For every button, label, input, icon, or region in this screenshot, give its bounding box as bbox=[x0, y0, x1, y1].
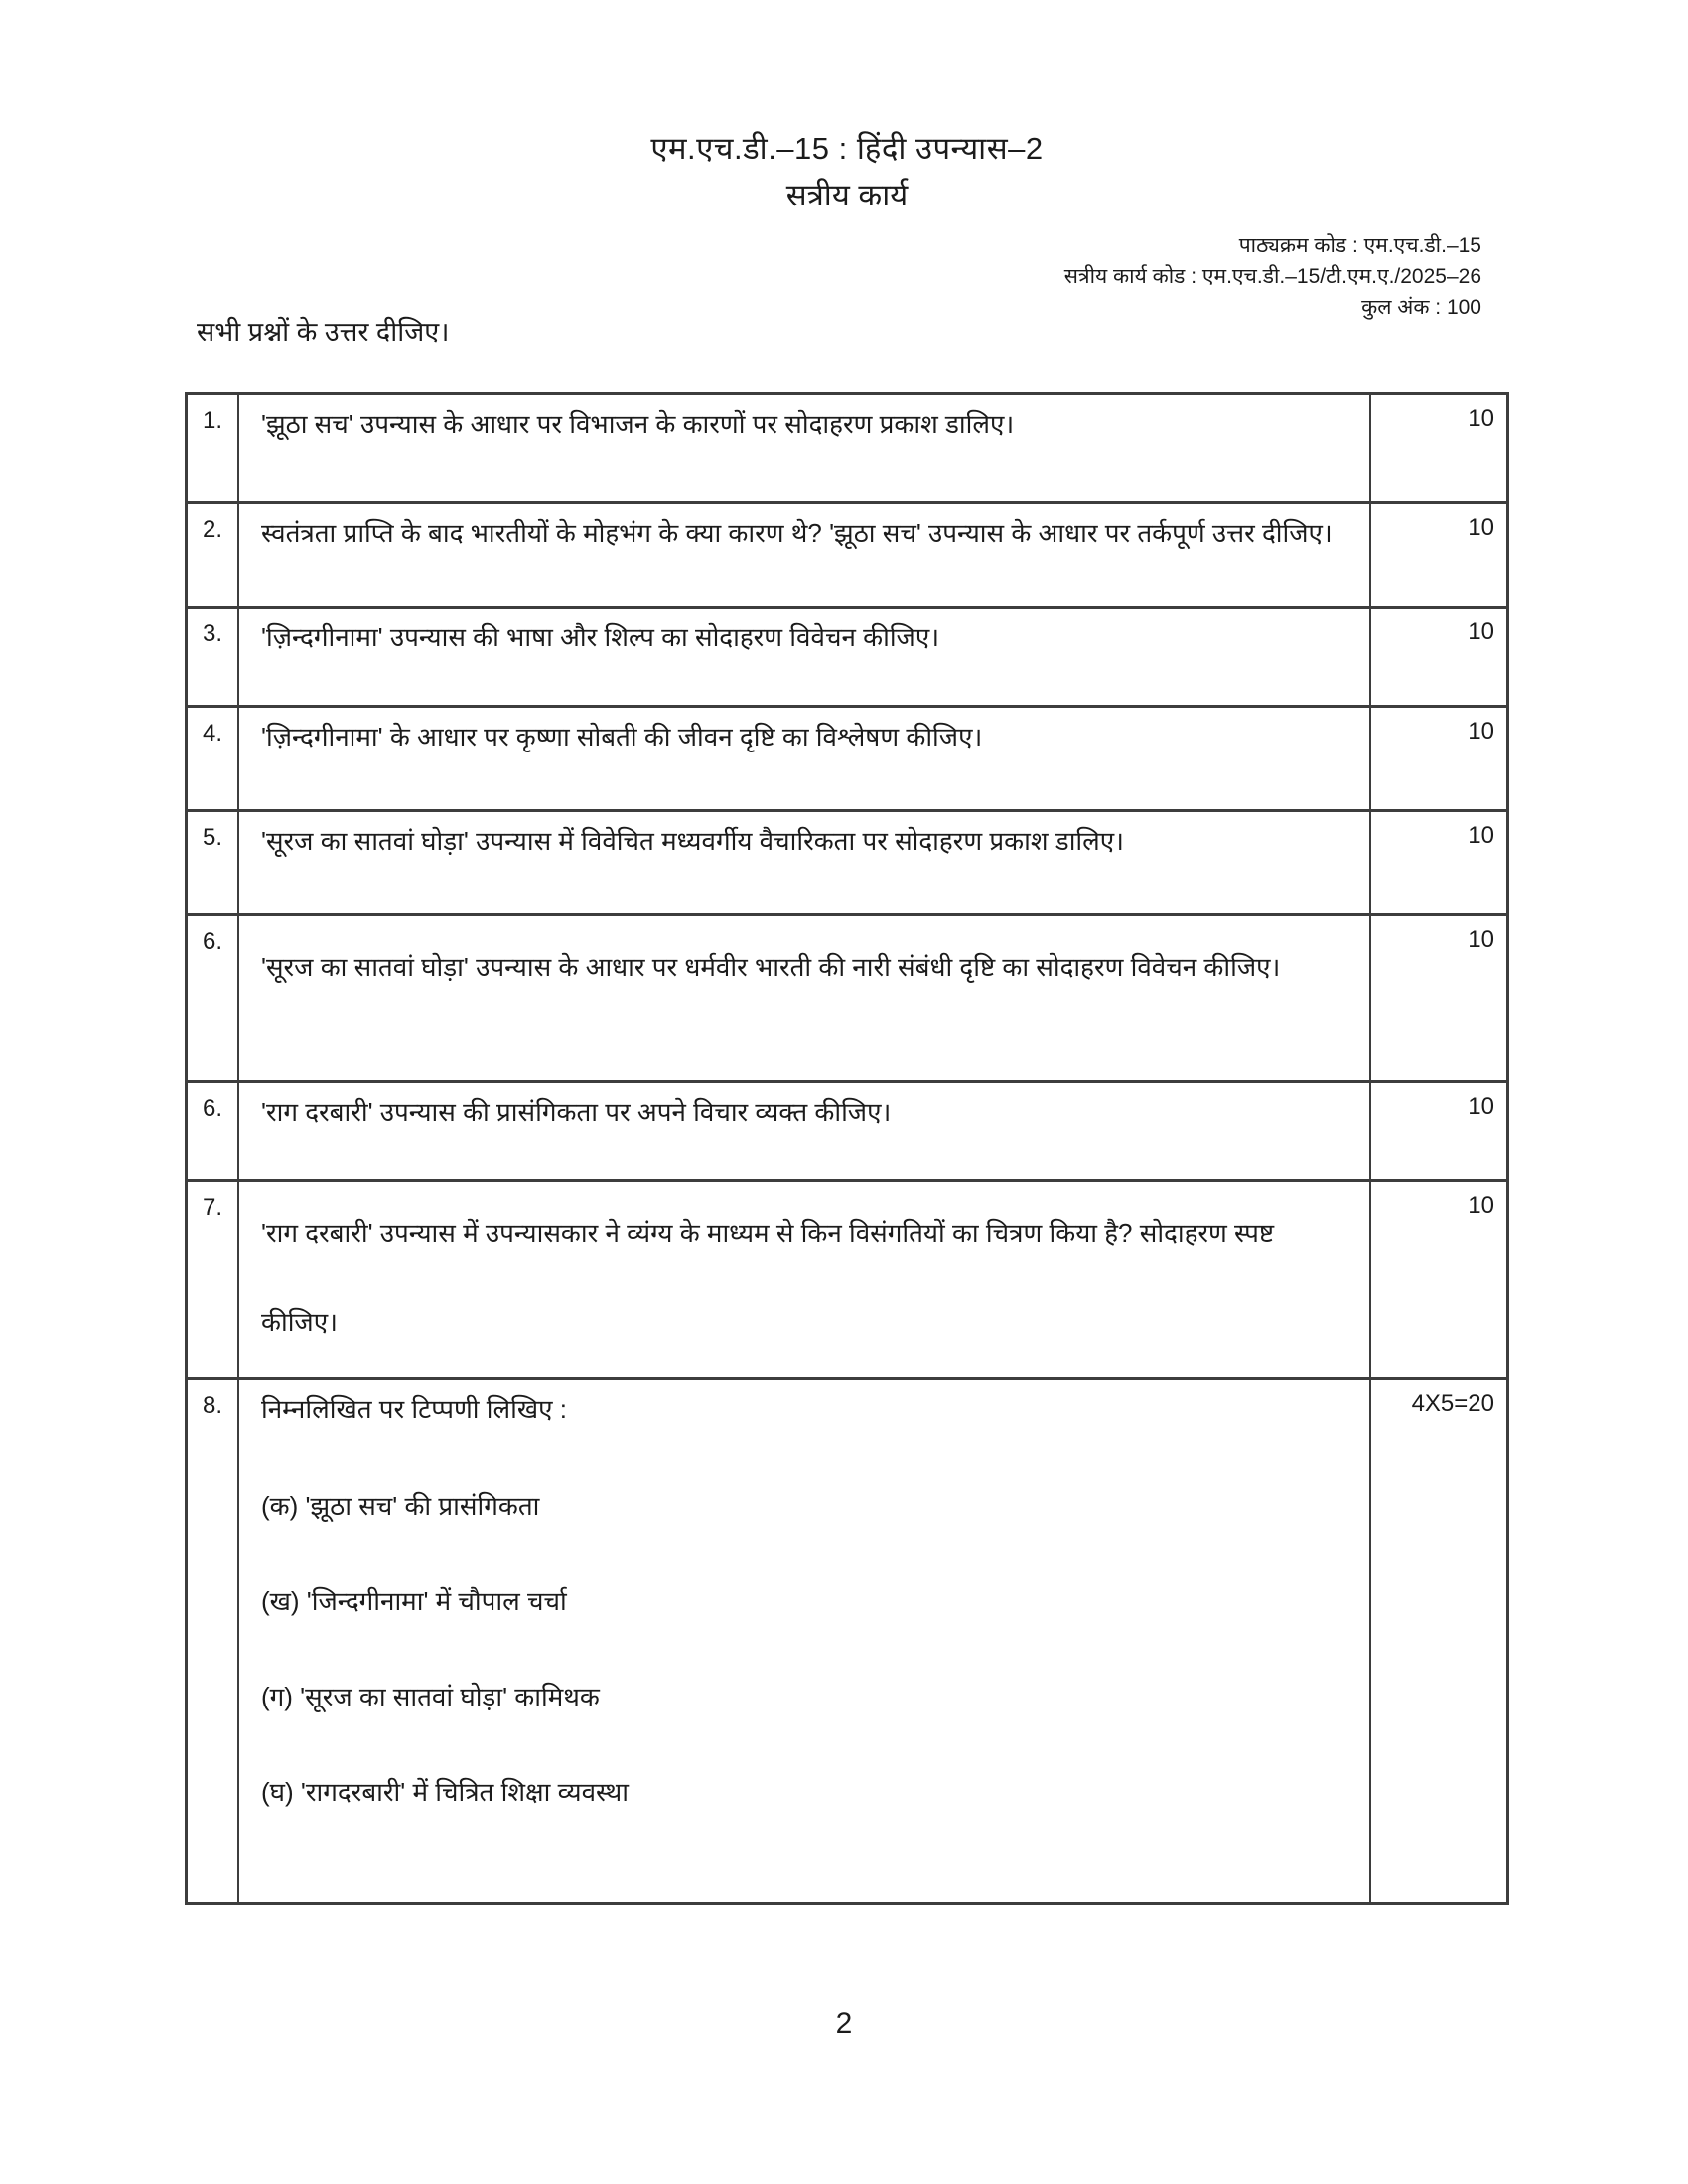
table-row bbox=[188, 1182, 1506, 1380]
question-text: निम्नलिखित पर टिप्पणी लिखिए : bbox=[261, 1394, 567, 1424]
question-marks: 10 bbox=[1468, 822, 1494, 849]
question-text: 'झूठा सच' उपन्यास के आधार पर विभाजन के कारणों पर सोदाहरण प्रकाश डालिए। bbox=[261, 409, 1015, 439]
question-cell bbox=[239, 812, 1371, 913]
questions-table bbox=[185, 392, 1509, 1905]
question-marks: 10 bbox=[1468, 1192, 1494, 1219]
questions-table-body bbox=[188, 395, 1506, 1902]
question-number: 6. bbox=[188, 1083, 239, 1179]
question-marks: 10 bbox=[1468, 618, 1494, 645]
question-text: 'ज़िन्दगीनामा' के आधार पर कृष्णा सोबती की जीवन दृष्टि का विश्लेषण कीजिए। bbox=[261, 722, 983, 751]
total-marks-line: कुल अंक : 100 bbox=[1361, 296, 1481, 319]
assignment-code-line: सत्रीय कार्य कोड : एम.एच.डी.–15/टी.एम.ए./2025–26 bbox=[1063, 265, 1481, 288]
assignment-subtitle: सत्रीय कार्य bbox=[785, 178, 909, 212]
table-row bbox=[188, 708, 1506, 812]
question-text: 'राग दरबारी' उपन्यास में उपन्यासकार ने व्यंग्य के माध्यम से किन विसंगतियों का चित्रण किया है? सोदाहरण स्पष्ट कीजिए। bbox=[261, 1218, 1275, 1337]
sub-item: (ग) 'सूरज का सातवां घोड़ा' कामिथक bbox=[261, 1682, 600, 1711]
question-cell bbox=[239, 609, 1371, 705]
question-marks: 10 bbox=[1468, 926, 1494, 953]
question-cell bbox=[239, 395, 1371, 501]
table-row bbox=[188, 916, 1506, 1083]
question-cell bbox=[239, 1182, 1371, 1377]
question-marks: 10 bbox=[1468, 718, 1494, 745]
table-row bbox=[188, 1380, 1506, 1902]
question-marks: 10 bbox=[1468, 1093, 1494, 1120]
question-text: 'राग दरबारी' उपन्यास की प्रासंगिकता पर अपने विचार व्यक्त कीजिए। bbox=[261, 1097, 892, 1127]
question-marks: 10 bbox=[1468, 405, 1494, 432]
page-number: 2 bbox=[835, 2007, 853, 2040]
table-row bbox=[188, 504, 1506, 609]
question-cell bbox=[239, 708, 1371, 809]
question-cell bbox=[239, 504, 1371, 606]
document-header bbox=[0, 125, 1688, 218]
question-number: 8. bbox=[188, 1380, 239, 1902]
table-row bbox=[188, 1083, 1506, 1182]
question-number: 4. bbox=[188, 708, 239, 809]
question-number: 2. bbox=[188, 504, 239, 606]
question-cell bbox=[239, 1083, 1371, 1179]
question-cell bbox=[239, 916, 1371, 1080]
question-number: 7. bbox=[188, 1182, 239, 1377]
table-row bbox=[188, 812, 1506, 916]
question-text: 'सूरज का सातवां घोड़ा' उपन्यास के आधार पर धर्मवीर भारती की नारी संबंधी दृष्टि का सोदाहरण विवेचन कीजिए। bbox=[261, 952, 1281, 982]
table-row bbox=[188, 609, 1506, 708]
question-sub-items bbox=[261, 1485, 1345, 1813]
question-marks: 4X5=20 bbox=[1411, 1390, 1494, 1417]
question-number: 1. bbox=[188, 395, 239, 501]
question-number: 6. bbox=[188, 916, 239, 1080]
course-title: एम.एच.डी.–15 : हिंदी उपन्यास–2 bbox=[650, 131, 1044, 166]
question-marks: 10 bbox=[1468, 514, 1494, 541]
question-text: 'सूरज का सातवां घोड़ा' उपन्यास में विवेचित मध्यवर्गीय वैचारिकता पर सोदाहरण प्रकाश डालिए। bbox=[261, 826, 1125, 856]
question-text: 'ज़िन्दगीनामा' उपन्यास की भाषा और शिल्प का सोदाहरण विवेचन कीजिए। bbox=[261, 622, 940, 652]
table-row bbox=[188, 395, 1506, 504]
assignment-meta bbox=[1064, 230, 1481, 323]
question-number: 5. bbox=[188, 812, 239, 913]
question-cell bbox=[239, 1380, 1371, 1902]
sub-item: (ख) 'जिन्दगीनामा' में चौपाल चर्चा bbox=[261, 1586, 567, 1616]
sub-item: (घ) 'रागदरबारी' में चित्रित शिक्षा व्यवस्था bbox=[261, 1777, 629, 1807]
question-text: स्वतंत्रता प्राप्ति के बाद भारतीयों के मोहभंग के क्या कारण थे? 'झूठा सच' उपन्यास के आधार पर तर्कपूर्ण उत्तर दीजिए। bbox=[261, 518, 1333, 548]
instruction-text: सभी प्रश्नों के उत्तर दीजिए। bbox=[197, 317, 450, 346]
question-number: 3. bbox=[188, 609, 239, 705]
sub-item: (क) 'झूठा सच' की प्रासंगिकता bbox=[261, 1491, 540, 1521]
course-code-line: पाठ्यक्रम कोड : एम.एच.डी.–15 bbox=[1238, 234, 1481, 257]
